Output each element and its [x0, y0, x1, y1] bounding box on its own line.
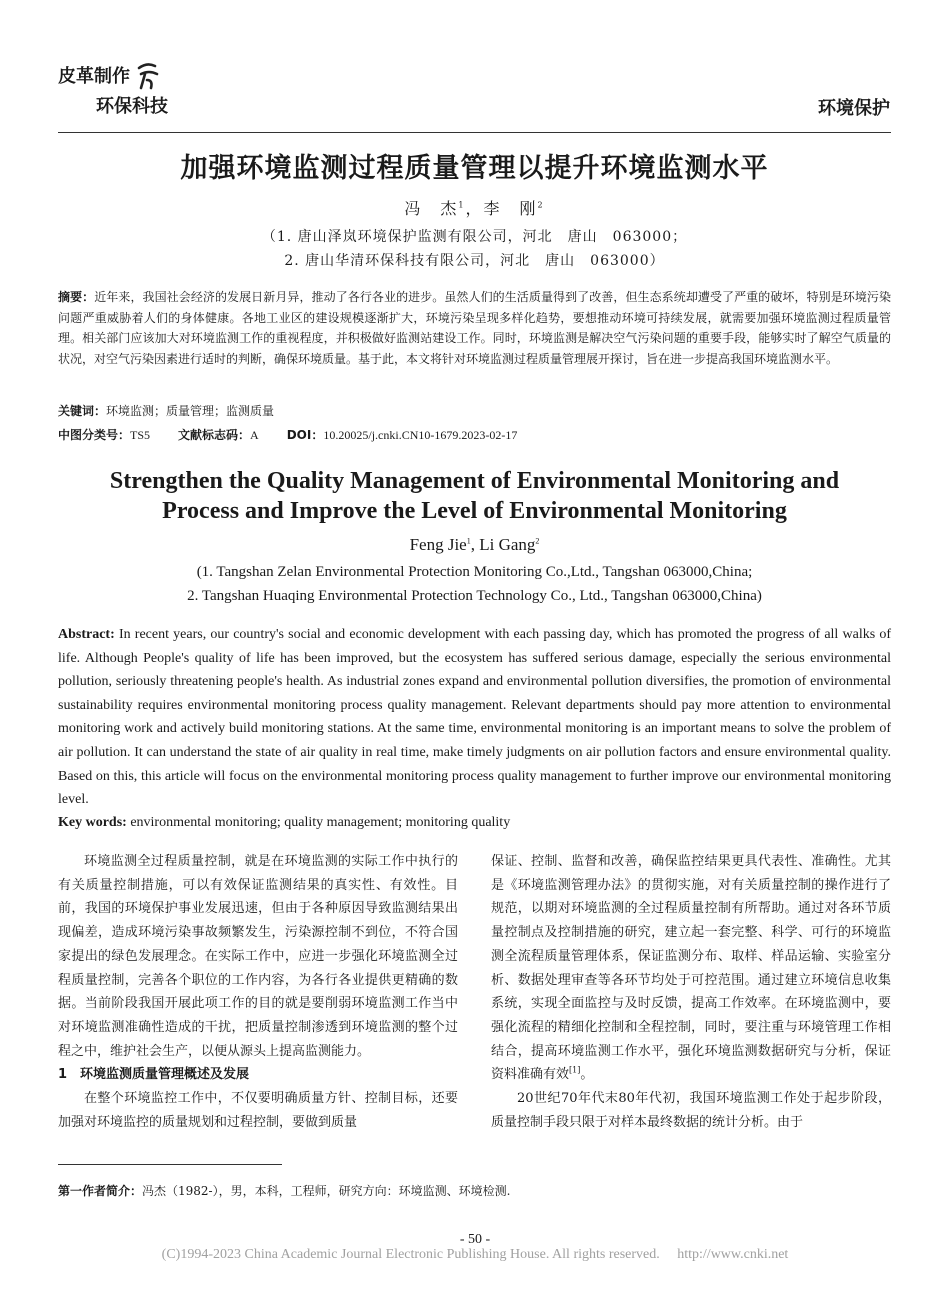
cn-keywords-label: 关键词：	[58, 404, 107, 418]
en-author-1-sup: 1	[466, 536, 471, 546]
en-title	[58, 466, 891, 526]
en-title-line-2: Process and Improve the Level of Environmental Monitoring	[162, 498, 787, 524]
cn-abstract-text: 近年来，我国社会经济的发展日新月异，推动了各行各业的进步。虽然人们的生活质量得到了改善，但生态系统却遭受了严重的破坏，特别是环境污染问题严重威胁着人们的身体健康。各地工业区的建设规模逐渐扩大，环境污染呈现多样化趋势，要想推动环境可持续发展，就需要加强环境监测过程质量管理。相关部门应该加大对环境监测工作的重视程度，并积极做好监测站建设工作。同时，环境监测是解决空气污染问题的重要手段，能够实时了解空气质量的状况，对空气污染因素进行适时的判断，确保环境质量。基于此，本文将针对环境监测过程质量管理展开探讨，旨在进一步提高我国环境监测水平。	[58, 290, 891, 366]
cn-affiliation-2: 2. 唐山华清环保科技有限公司，河北 唐山 063000）	[284, 253, 665, 269]
en-author-2: Li Gang	[479, 535, 536, 554]
cn-affiliation-1: （1. 唐山泽岚环境保护监测有限公司，河北 唐山 063000；	[261, 229, 688, 245]
body-column-right	[491, 850, 891, 1134]
page-number: - 50 -	[459, 1232, 491, 1247]
en-authors	[58, 535, 891, 555]
body-paragraph: 在整个环境监控工作中，不仅要明确质量方针、控制目标，还要加强对环境监控的质量规划和过程控制，要做到质量	[58, 1091, 458, 1130]
cn-author-2: 李 刚	[483, 199, 538, 218]
body-paragraph: 环境监测全过程质量控制，就是在环境监测的实际工作中执行的有关质量控制措施，可以有效保证监测结果的真实性、有效性。目前，我国的环境保护事业发展迅速，但由于各种原因导致监测结果出现偏差，造成环境污染事故频繁发生，污染源控制不到位，不符合国家提出的绿色发展理念。在实际工作中，应进一步强化环境监测全过程质量控制，完善各个职位的工作内容，为各行各业提供更精确的数据。当前阶段我国开展此项工作的目的就是要削弱环境监测工作当中对环境监测准确性造成的干扰，把质量控制渗透到环境监测的整个过程之中，维护社会生产，以便从源头上提高监测能力。	[58, 854, 458, 1059]
cn-class-label: 中图分类号：	[58, 428, 131, 442]
cn-doi-value: 10.20025/j.cnki.CN10-1679.2023-02-17	[323, 428, 518, 442]
footnote-text: 冯杰（1982-），男，本科，工程师，研究方向：环境监测、环境检测.	[142, 1184, 511, 1198]
cn-author-2-sup: 2	[537, 200, 545, 210]
en-abstract-label: Abstract:	[58, 627, 115, 642]
citation-ref[interactable]: [1]	[569, 1066, 581, 1075]
header-divider	[58, 132, 891, 133]
footnote-label: 第一作者简介：	[58, 1184, 143, 1198]
journal-name-line1: 皮革制作	[58, 66, 130, 87]
copyright-watermark: (C)1994-2023 China Academic Journal Electronic Publishing House. All rights reserved. http://www.cnki.net	[161, 1247, 789, 1262]
cn-classification-line	[58, 426, 891, 443]
en-keywords	[58, 815, 510, 831]
cn-title: 加强环境监测过程质量管理以提升环境监测水平	[180, 153, 769, 184]
en-title-line-1: Strengthen the Quality Management of Environmental Monitoring and	[109, 468, 840, 494]
en-affiliation-1: (1. Tangshan Zelan Environmental Protection Monitoring Co.,Ltd., Tangshan 063000,China;	[196, 564, 753, 580]
journal-name-line2: 环保科技	[96, 96, 168, 117]
section-label: 环境保护	[818, 98, 890, 119]
en-keywords-label: Key words:	[58, 815, 127, 830]
en-abstract-text: In recent years, our country's social and economic development with each passing day, which has promoted the progress of all walks of life. Although People's quality of life has been improved, but the ecosystem has suffered serious damage, especially the serious environmental pollution, seriously threatening people's health. As industrial zones expand and environmental pollution diversifies, the promotion of environmental sustainability requires environmental monitoring process quality management. Relevant departments should pay more attention to environmental monitoring work and actively build monitoring stations. At the same time, environmental monitoring is an important means to solve the problem of air pollution. It can understand the state of air quality in real time, make timely judgments on air pollution factors and ensure environmental quality. Based on this, this article will focus on the environmental monitoring process quality management to further improve our environmental monitoring level.	[58, 627, 891, 808]
cn-class-value: TS5	[130, 428, 151, 442]
cn-author-1-sup: 1	[458, 200, 466, 210]
cn-authors	[58, 196, 891, 219]
en-abstract	[58, 623, 891, 812]
section-heading-1: 1 环境监测质量管理概述及发展	[58, 1067, 250, 1083]
body-column-left	[58, 850, 458, 1134]
en-affiliation-2: 2. Tangshan Huaqing Environmental Protection Technology Co., Ltd., Tangshan 063000,China)	[187, 588, 762, 604]
cn-abstract-label: 摘要：	[58, 290, 95, 304]
en-author-2-sup: 2	[535, 536, 540, 546]
body-paragraph	[491, 850, 891, 1087]
cn-doccode-label: 文献标志码：	[178, 428, 251, 442]
journal-logo	[58, 62, 178, 117]
cn-abstract	[58, 287, 891, 369]
journal-logo-glyph	[135, 62, 161, 92]
cn-author-sep: ，	[465, 199, 484, 218]
body-paragraph: 20世纪70年代末80年代初，我国环境监测工作处于起步阶段，质量控制手段只限于对样本最终数据的统计分析。由于	[491, 1091, 891, 1130]
footnote	[58, 1182, 510, 1199]
cn-author-1: 冯 杰	[404, 199, 459, 218]
footnote-divider	[58, 1164, 282, 1165]
en-author-1: Feng Jie	[409, 535, 467, 554]
cn-keywords	[58, 402, 274, 419]
body-paragraph-end: 。	[580, 1067, 594, 1083]
cn-keywords-text: 环境监测；质量管理；监测质量	[106, 404, 275, 418]
en-author-sep: ,	[470, 535, 480, 554]
cn-doi-label: DOI：	[286, 428, 324, 442]
cn-doccode-value: A	[250, 428, 259, 442]
en-keywords-text: environmental monitoring; quality management; monitoring quality	[126, 815, 511, 830]
body-paragraph-text: 保证、控制、监督和改善，确保监控结果更具代表性、准确性。尤其是《环境监测管理办法》的贯彻实施，对有关质量控制的操作进行了规范，以期对环境监测的全过程质量控制有所帮助。通过对各环节质量控制点及控制措施的研究，建立起一套完整、科学、可行的环境监测全流程质量管理体系，保证监测分布、取样、样品运输、实验室分析、数据处理审查等各环节均处于可控范围。通过建立环境信息收集系统，实现全面监控与及时反馈，提高工作效率。在环境监测中，要强化流程的精细化控制和全程控制，同时，要注重与环境管理工作相结合，提高环境监测工作水平，强化环境监测数据研究与分析，保证资料准确有效	[491, 854, 891, 1083]
